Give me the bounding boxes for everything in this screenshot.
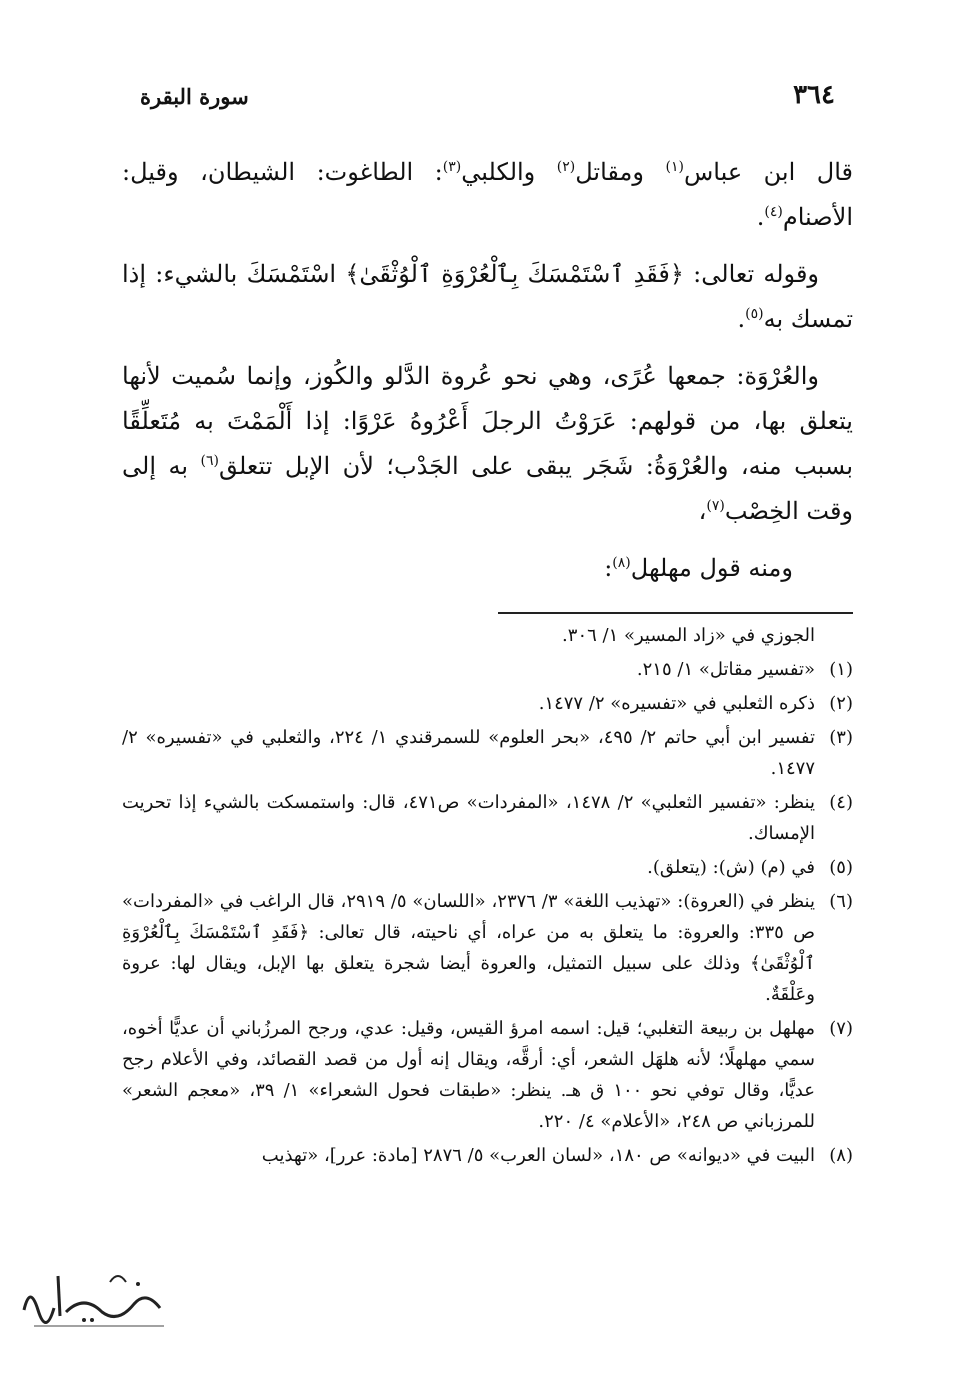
footnote-text: مهلهل بن ربيعة التغلبي؛ قيل: اسمه امرؤ القيس، وقيل: عدي، ورجح المرزُباني أن عديًّا أخوه، سمي مهلهلًا؛ لأنه هلهَل الشعر، أي: أرقَّه، ويقال إنه أول من قصد القصائد، وفي الأعلام رجح عديًّا، وقال توفي نحو ١٠٠ ق هـ. ينظر: «طبقات فحول الشعراء» ١/ ٣٩، «معجم الشعر» للمرزباني ص ٢٤٨، «الأعلام» ٤/ ٢٢٠. [122,1018,815,1132]
text-run: والكلبي [461,158,557,186]
footnote-item [122,787,853,849]
footnote-text: البيت في «ديوانه» ص ١٨٠، «لسان العرب» ٥/ ٢٨٧٦ [مادة: عرر]، «تهذيب [261,1145,815,1166]
footnote-ref-3[interactable]: (٣) [442,159,462,175]
footnote-text: ينظر في (العروة): «تهذيب اللغة» ٣/ ٢٣٧٦، «اللسان» ٥/ ٢٩١٩، قال الراغب في «المفردات» ص ٣٣٥: والعروة: ما يتعلق به من عراه، أي ناحيته، قال تعالى: ﴿فَقَدِ ٱسْتَمْسَكَ بِٱلْعُرْوَةِ ٱلْوُثْقَىٰ﴾ وذلك على سبيل التمثيل، والعروة أيضا شجرة يتعلق بها الإبل، ويقال لها: عروة وعَلْقَةٌ. [122,891,815,1005]
text-run: والعُرْوَة: جمعها عُرًى، وهي نحو عُروة الدَّلو والكُوز، وإنما سُميت لأنها يتعلق بها، من قولهم: عَرَوْتُ الرجلَ أَعْرُوهُ عَرْوًا: إذا أَلْمَمْتَ به مُتَعلِّقًا بسبب منه، والعُرْوَةُ: شَجَر يبقى على الجَدْب؛ لأن الإبل تتعلق [122,362,853,480]
footnote-ref-2[interactable]: (٢) [556,159,576,175]
quran-verse: ﴿فَقَدِ ٱسْتَمْسَكَ بِٱلْعُرْوَةِ ٱلْوُثْقَىٰ﴾ [345,260,684,288]
footnote-item [122,654,853,685]
footnote-item [122,722,853,784]
footnote-ref-6[interactable]: (٦) [200,453,219,469]
text-run: قال ابن عباس [683,158,853,186]
text-run: وقوله تعالى: [683,260,820,288]
footnote-ref-7[interactable]: (٧) [706,498,725,514]
footnote-number: (٨) [829,1145,853,1166]
text-run: ومقاتل [575,158,666,186]
footnotes [122,620,853,1174]
footnote-number: (٣) [829,727,853,748]
paragraph-2 [122,252,853,342]
page-number: ٣٦٤ [793,80,835,110]
footnote-ref-4[interactable]: (٤) [764,204,783,220]
footnote-item [122,852,853,883]
footnote-item [122,688,853,719]
paragraph-1 [122,150,853,240]
publisher-seal-icon [14,1264,184,1340]
footnote-text: «تفسير مقاتل» ١/ ٢١٥. [636,659,815,680]
text-run: . [737,305,746,333]
footnote-continuation: الجوزي في «زاد المسير» ١/ ٣٠٦. [562,625,815,646]
footnote-item [122,1013,853,1137]
main-text [122,150,853,603]
text-run: ، [698,497,707,525]
footnote-text: في (م) (ش): (يتعلق). [647,857,815,878]
footnote-number: (٦) [829,891,853,912]
footnote-number: (٤) [829,792,853,813]
footnote-number: (٥) [829,857,853,878]
footnote-number: (٧) [829,1018,853,1039]
footnote-text: ينظر: «تفسير الثعلبي» ٢/ ١٤٧٨، «المفردات» ص٤٧١، قال: واستمسكت بالشيء إذا تحريت الإمساك. [122,792,815,844]
footnote-ref-1[interactable]: (١) [665,159,684,175]
surah-name: سورة البقرة [140,84,249,109]
text-run: ومنه قول مهلهل [630,554,793,582]
footnote-number: (١) [829,659,853,680]
text-run: . [756,203,765,231]
footnote-ref-5[interactable]: (٥) [745,306,764,322]
footnote-item [122,1140,853,1171]
page-header [140,80,835,124]
footnote-number: (٢) [829,693,853,714]
footnote-separator [498,612,853,614]
footnote-ref-8[interactable]: (٨) [612,555,631,571]
text-run: اسْتَمْسَكَ بالشيء: إذا تمسك به [122,260,853,333]
footnote-item [122,886,853,1010]
text-run: به إلى وقت الخِصْب [122,452,853,525]
footnote-text: تفسير ابن أبي حاتم ٢/ ٤٩٥، «بحر العلوم» للسمرقندي ١/ ٢٢٤، والثعلبي في «تفسيره» ٢/ ١٤٧٧. [122,727,816,779]
paragraph-4 [122,546,853,591]
text-run: : الطاغوت: الشيطان، وقيل: الأصنام [122,158,853,231]
footnote-text: ذكره الثعلبي في «تفسيره» ٢/ ١٤٧٧. [538,693,815,714]
text-run: : [604,554,613,582]
paragraph-3 [122,354,853,534]
